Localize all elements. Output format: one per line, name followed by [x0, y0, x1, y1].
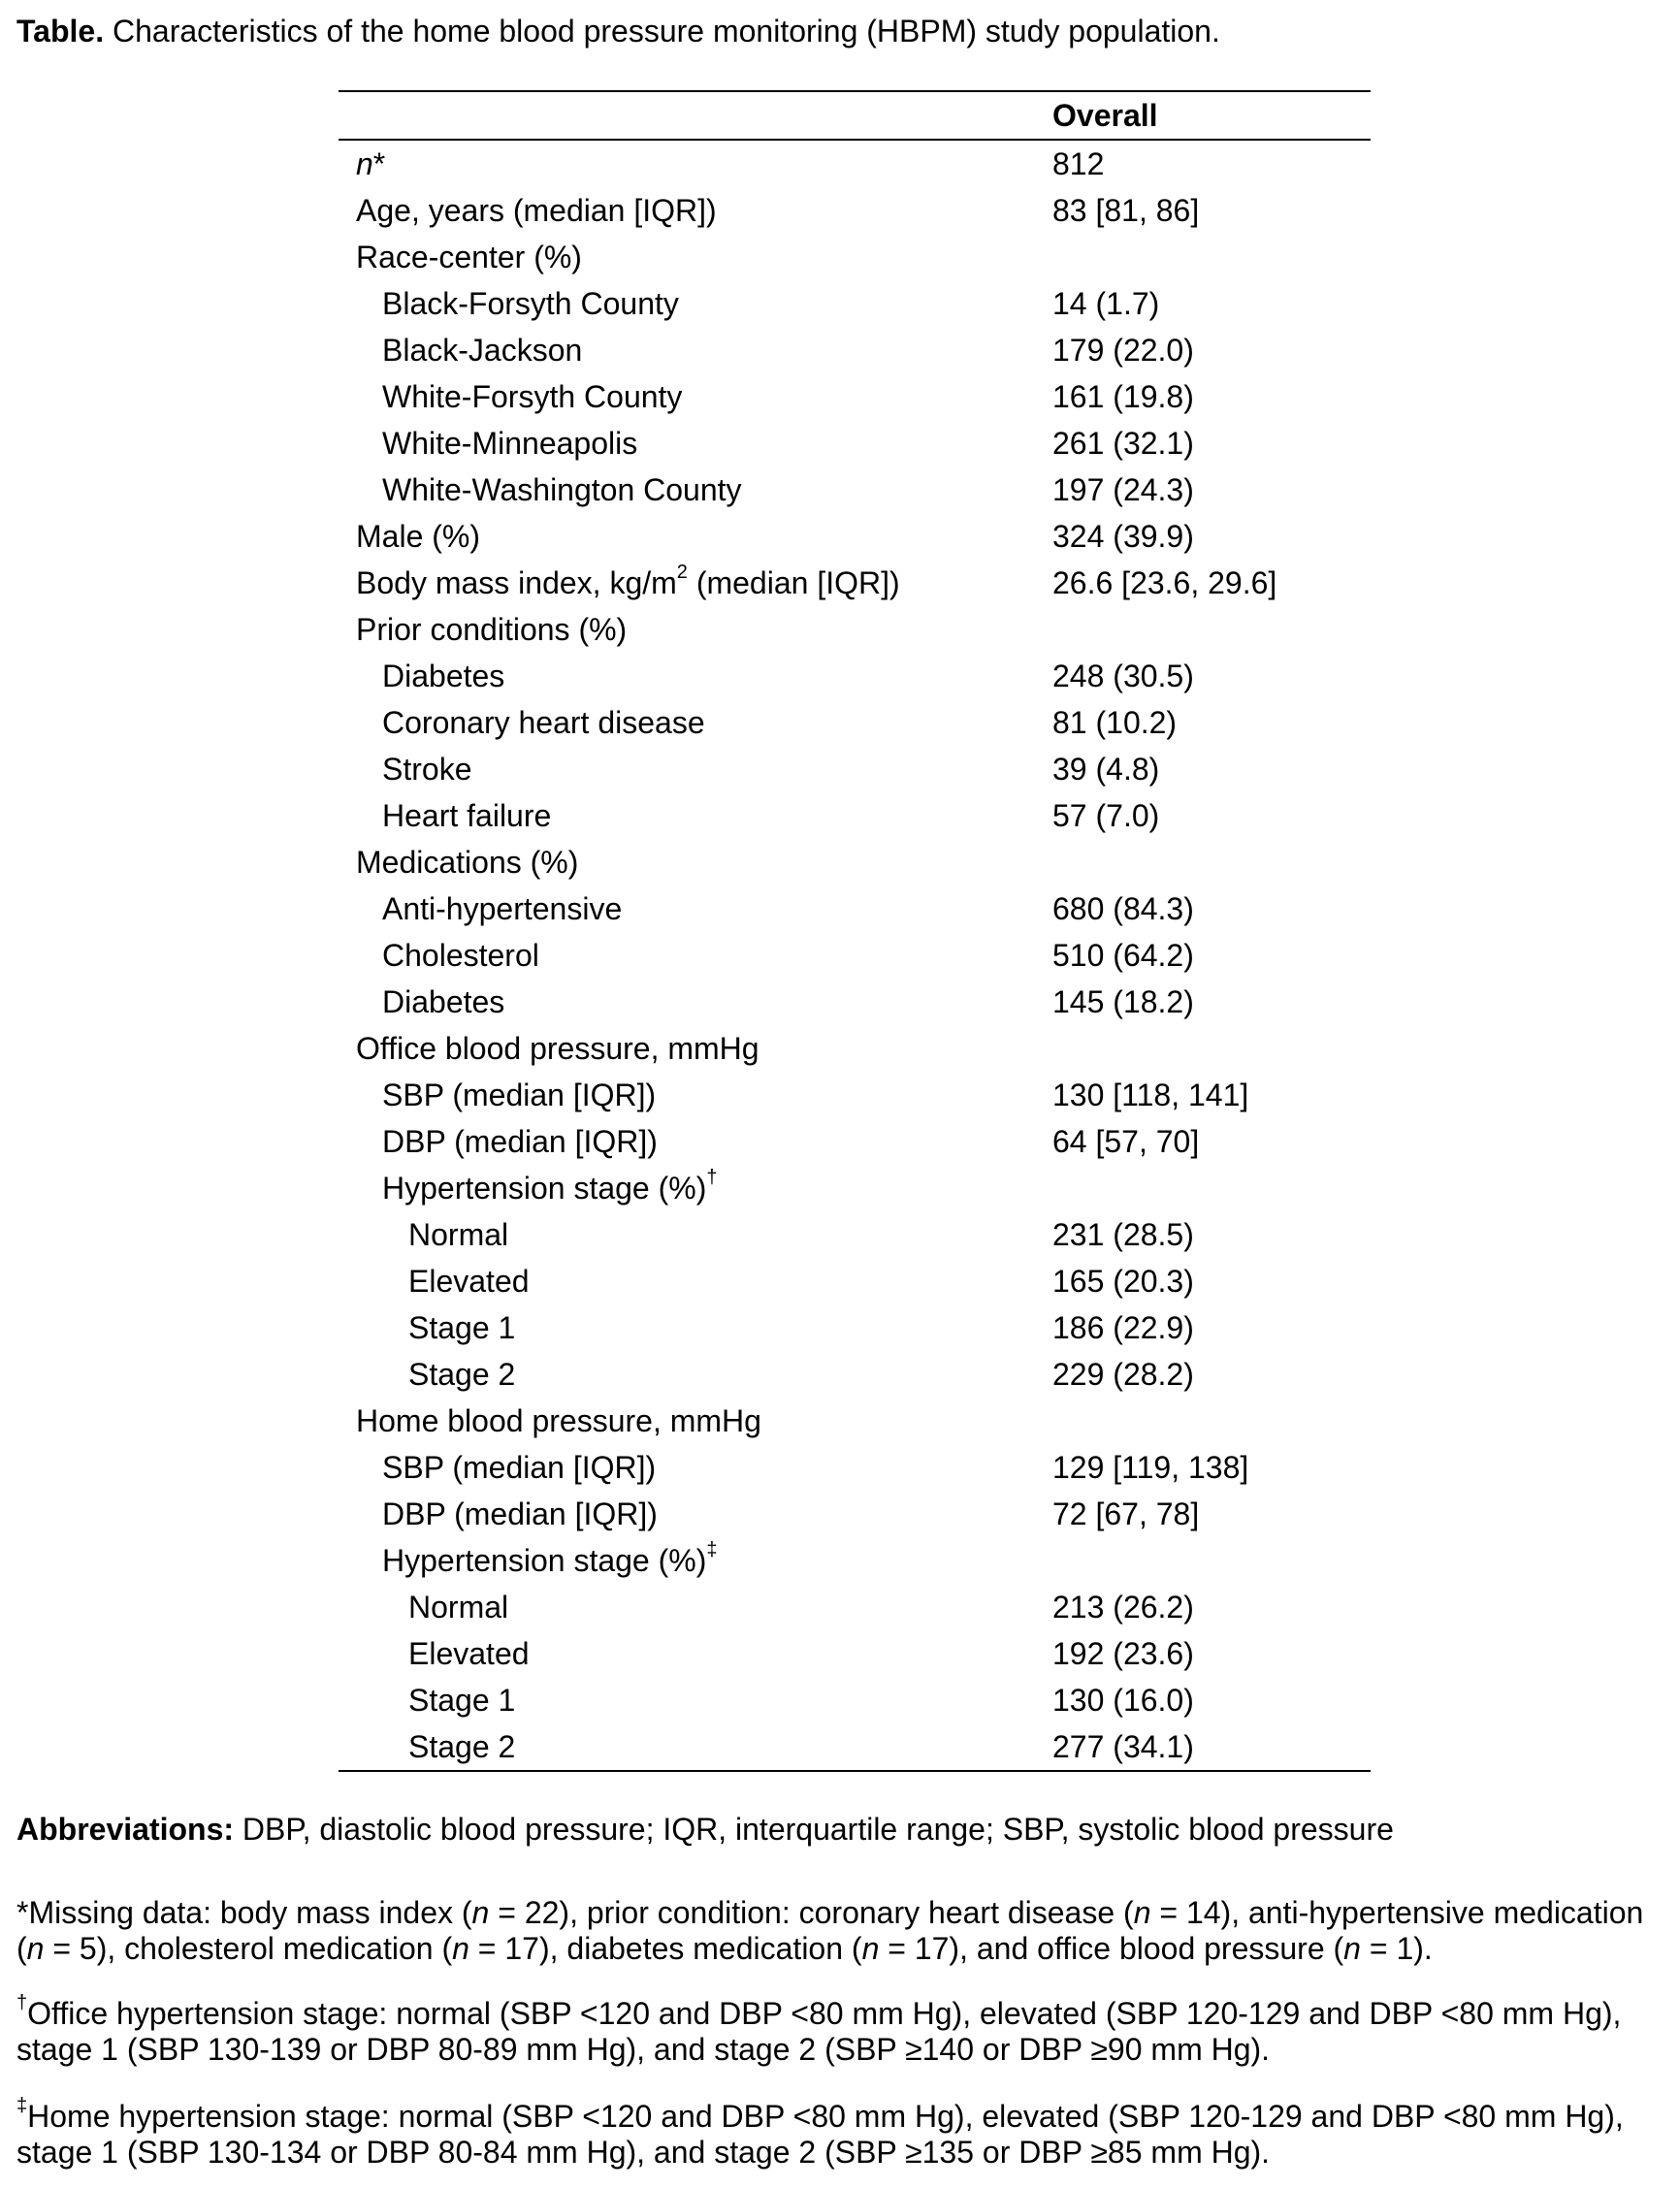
- row-value: 130 [118, 141]: [1052, 1078, 1249, 1112]
- table-row: [339, 1537, 1371, 1584]
- row-label: [356, 234, 582, 280]
- row-label: [382, 885, 622, 932]
- row-label: [382, 1165, 718, 1211]
- row-label: [382, 1072, 656, 1118]
- row-label: [382, 1444, 656, 1491]
- row-value: 129 [119, 138]: [1052, 1450, 1249, 1485]
- table-row: [339, 1118, 1371, 1165]
- row-label-text: SBP (median [IQR]): [382, 1078, 657, 1112]
- table-row: [339, 467, 1371, 513]
- row-value: 197 (24.3): [1052, 472, 1194, 507]
- row-value: 229 (28.2): [1052, 1357, 1194, 1392]
- row-label-text: DBP (median [IQR]): [382, 1124, 658, 1159]
- row-label: [356, 839, 578, 885]
- missing-data-text: *Missing data: body mass index (: [16, 1895, 472, 1930]
- row-label: [382, 932, 539, 979]
- table-row: [339, 979, 1371, 1025]
- home-stage-footnote: [16, 2095, 1665, 2171]
- table-row: [339, 1584, 1371, 1630]
- row-label-text: Stage 1: [408, 1683, 516, 1718]
- row-value: 231 (28.5): [1052, 1217, 1194, 1252]
- missing-data-text: = 5), cholesterol medication (: [44, 1931, 453, 1966]
- table-row: [339, 234, 1371, 280]
- row-label: [356, 513, 480, 560]
- table-row: [339, 1630, 1371, 1677]
- table-row: [339, 1351, 1371, 1398]
- missing-data-text: = 22), prior condition: coronary heart disease (: [489, 1895, 1134, 1930]
- table-row: [339, 653, 1371, 699]
- table-row: [339, 792, 1371, 839]
- table-row: [339, 746, 1371, 792]
- table-row: [339, 420, 1371, 467]
- row-label: [382, 653, 504, 699]
- table-row: [339, 839, 1371, 885]
- row-label-text: White-Washington County: [382, 472, 742, 507]
- row-value: 39 (4.8): [1052, 752, 1160, 787]
- row-label-text: Stroke: [382, 752, 472, 787]
- table-row: [339, 1165, 1371, 1211]
- table-row: [339, 1025, 1371, 1072]
- home-stage-text: Home hypertension stage: normal (SBP <120 and DBP <80 mm Hg), elevated (SBP 120-129 and DBP <80 mm Hg), stage 1 (SBP 130-134 or DBP 80-84 mm Hg), and stage 2 (SBP ≥135 or DBP ≥85 mm Hg).: [16, 2099, 1624, 2170]
- missing-data-text: = 17), diabetes medication (: [468, 1931, 862, 1966]
- row-label-text: Office blood pressure, mmHg: [356, 1031, 759, 1066]
- table-bottom-rule: [339, 1770, 1371, 1772]
- row-value: 145 (18.2): [1052, 984, 1194, 1019]
- row-label-text: Medications (%): [356, 845, 579, 880]
- row-label: [408, 1677, 515, 1723]
- row-label: [408, 1351, 515, 1398]
- abbreviations-label: Abbreviations:: [16, 1812, 235, 1847]
- row-label: [382, 327, 582, 373]
- table-row: [339, 1258, 1371, 1304]
- row-label: [408, 1304, 515, 1351]
- row-label-text: White-Minneapolis: [382, 426, 638, 461]
- table-row: [339, 560, 1371, 606]
- office-stage-footnote: [16, 1992, 1665, 2068]
- row-label-superscript: ‡: [706, 1539, 718, 1561]
- table-row: [339, 1491, 1371, 1537]
- row-label-text: Elevated: [408, 1636, 530, 1671]
- row-label-superscript: 2: [676, 562, 688, 584]
- table-row: [339, 1723, 1371, 1770]
- row-label: [382, 979, 504, 1025]
- row-value: 277 (34.1): [1052, 1729, 1194, 1764]
- row-value: 161 (19.8): [1052, 379, 1194, 414]
- row-label-suffix: *: [372, 146, 386, 181]
- row-label-text: Diabetes: [382, 659, 505, 693]
- row-label: [356, 1025, 759, 1072]
- caption-label: Table.: [16, 14, 105, 48]
- table-row: [339, 187, 1371, 234]
- row-label-superscript: †: [706, 1167, 718, 1189]
- table-row: [339, 885, 1371, 932]
- row-label-text: SBP (median [IQR]): [382, 1450, 657, 1485]
- table-row: [339, 932, 1371, 979]
- table-row: [339, 1398, 1371, 1444]
- row-label: [382, 699, 705, 746]
- row-label-text: Body mass index, kg/m: [356, 565, 677, 600]
- row-label: [382, 467, 742, 513]
- row-value: 179 (22.0): [1052, 333, 1194, 368]
- row-label-text: Black-Forsyth County: [382, 286, 679, 321]
- italic-n: n: [1133, 1895, 1151, 1930]
- row-value: 324 (39.9): [1052, 519, 1194, 554]
- row-value: 680 (84.3): [1052, 891, 1194, 926]
- column-header-overall: Overall: [1052, 98, 1158, 133]
- row-label-text: Diabetes: [382, 984, 505, 1019]
- row-label: [408, 1584, 508, 1630]
- row-label-text: Cholesterol: [382, 938, 539, 973]
- italic-n: n: [26, 1931, 45, 1966]
- row-label-text: White-Forsyth County: [382, 379, 683, 414]
- row-value: 57 (7.0): [1052, 798, 1160, 833]
- table-caption: [16, 10, 1220, 52]
- table-row: [339, 280, 1371, 327]
- row-label: [408, 1723, 515, 1770]
- row-value: 14 (1.7): [1052, 286, 1160, 321]
- row-label-text: Male (%): [356, 519, 481, 554]
- row-label-after: (median [IQR]): [687, 565, 900, 600]
- row-label-text: Race-center (%): [356, 240, 582, 274]
- row-value: 192 (23.6): [1052, 1636, 1194, 1671]
- table-row: [339, 373, 1371, 420]
- row-label-text: Stage 1: [408, 1310, 516, 1345]
- characteristics-table: [339, 90, 1371, 1772]
- table-row: [339, 327, 1371, 373]
- row-label: [382, 792, 551, 839]
- row-label-text: n: [356, 146, 373, 181]
- table-row: [339, 1677, 1371, 1723]
- row-value: 510 (64.2): [1052, 938, 1194, 973]
- row-label-text: Black-Jackson: [382, 333, 583, 368]
- table-row: [339, 1072, 1371, 1118]
- row-label-text: Coronary heart disease: [382, 705, 705, 740]
- missing-data-text: = 14), anti-hypertensive medication (: [16, 1895, 1644, 1966]
- table-header-row: [339, 92, 1371, 139]
- row-label: [382, 280, 679, 327]
- row-value: 261 (32.1): [1052, 426, 1194, 461]
- italic-n: n: [471, 1895, 490, 1930]
- table-row: [339, 606, 1371, 653]
- row-value: 130 (16.0): [1052, 1683, 1194, 1718]
- row-label-text: Stage 2: [408, 1357, 516, 1392]
- row-label-text: Home blood pressure, mmHg: [356, 1403, 761, 1438]
- row-label: [382, 1491, 658, 1537]
- office-stage-text: Office hypertension stage: normal (SBP <120 and DBP <80 mm Hg), elevated (SBP 120-129 and DBP <80 mm Hg), stage 1 (SBP 130-139 or DBP 80-89 mm Hg), and stage 2 (SBP ≥140 or DBP ≥90 mm Hg).: [16, 1996, 1622, 2067]
- table-body: [339, 141, 1371, 1770]
- missing-data-text: = 17), and office blood pressure (: [879, 1931, 1344, 1966]
- table-row: [339, 1444, 1371, 1491]
- row-label-text: Hypertension stage (%): [382, 1543, 707, 1578]
- row-value: 248 (30.5): [1052, 659, 1194, 693]
- row-value: 72 [67, 78]: [1052, 1496, 1200, 1531]
- row-label-text: Heart failure: [382, 798, 552, 833]
- table-row: [339, 141, 1371, 187]
- row-value: 213 (26.2): [1052, 1590, 1194, 1625]
- italic-n: n: [1343, 1931, 1361, 1966]
- table-row: [339, 1211, 1371, 1258]
- table-row: [339, 513, 1371, 560]
- dagger-mark: †: [16, 1992, 28, 2014]
- row-label-text: Stage 2: [408, 1729, 516, 1764]
- row-value: 64 [57, 70]: [1052, 1124, 1200, 1159]
- row-label: [408, 1630, 530, 1677]
- row-label: [382, 420, 637, 467]
- row-label-text: Elevated: [408, 1264, 530, 1299]
- row-label-text: Normal: [408, 1590, 509, 1625]
- row-label: [356, 1398, 761, 1444]
- row-label-text: Hypertension stage (%): [382, 1171, 707, 1206]
- row-label-text: Age, years (median [IQR]): [356, 193, 717, 228]
- row-value: 26.6 [23.6, 29.6]: [1052, 565, 1277, 600]
- row-value: 165 (20.3): [1052, 1264, 1194, 1299]
- row-label: [382, 1118, 658, 1165]
- row-label: [382, 746, 471, 792]
- row-label: [356, 141, 385, 187]
- row-label: [382, 373, 682, 420]
- table-row: [339, 1304, 1371, 1351]
- row-value: 81 (10.2): [1052, 705, 1178, 740]
- row-label: [356, 606, 627, 653]
- row-label: [382, 1537, 718, 1584]
- row-value: 812: [1052, 146, 1105, 181]
- row-label-text: Anti-hypertensive: [382, 891, 623, 926]
- double-dagger-mark: ‡: [16, 2095, 28, 2117]
- row-label-text: Normal: [408, 1217, 509, 1252]
- row-label: [356, 560, 900, 606]
- italic-n: n: [861, 1931, 880, 1966]
- abbreviations-text: DBP, diastolic blood pressure; IQR, interquartile range; SBP, systolic blood pressure: [234, 1812, 1394, 1847]
- missing-data-footnote: [16, 1895, 1665, 1967]
- missing-data-text: = 1).: [1360, 1931, 1433, 1966]
- italic-n: n: [452, 1931, 469, 1966]
- row-value: 186 (22.9): [1052, 1310, 1194, 1345]
- row-label: [408, 1211, 508, 1258]
- caption-text: Characteristics of the home blood pressure monitoring (HBPM) study population.: [104, 14, 1220, 48]
- table-row: [339, 699, 1371, 746]
- row-label-text: Prior conditions (%): [356, 612, 628, 647]
- row-label-text: DBP (median [IQR]): [382, 1496, 658, 1531]
- abbreviations-note: [16, 1812, 1665, 1848]
- row-value: 83 [81, 86]: [1052, 193, 1200, 228]
- row-label: [356, 187, 717, 234]
- row-label: [408, 1258, 530, 1304]
